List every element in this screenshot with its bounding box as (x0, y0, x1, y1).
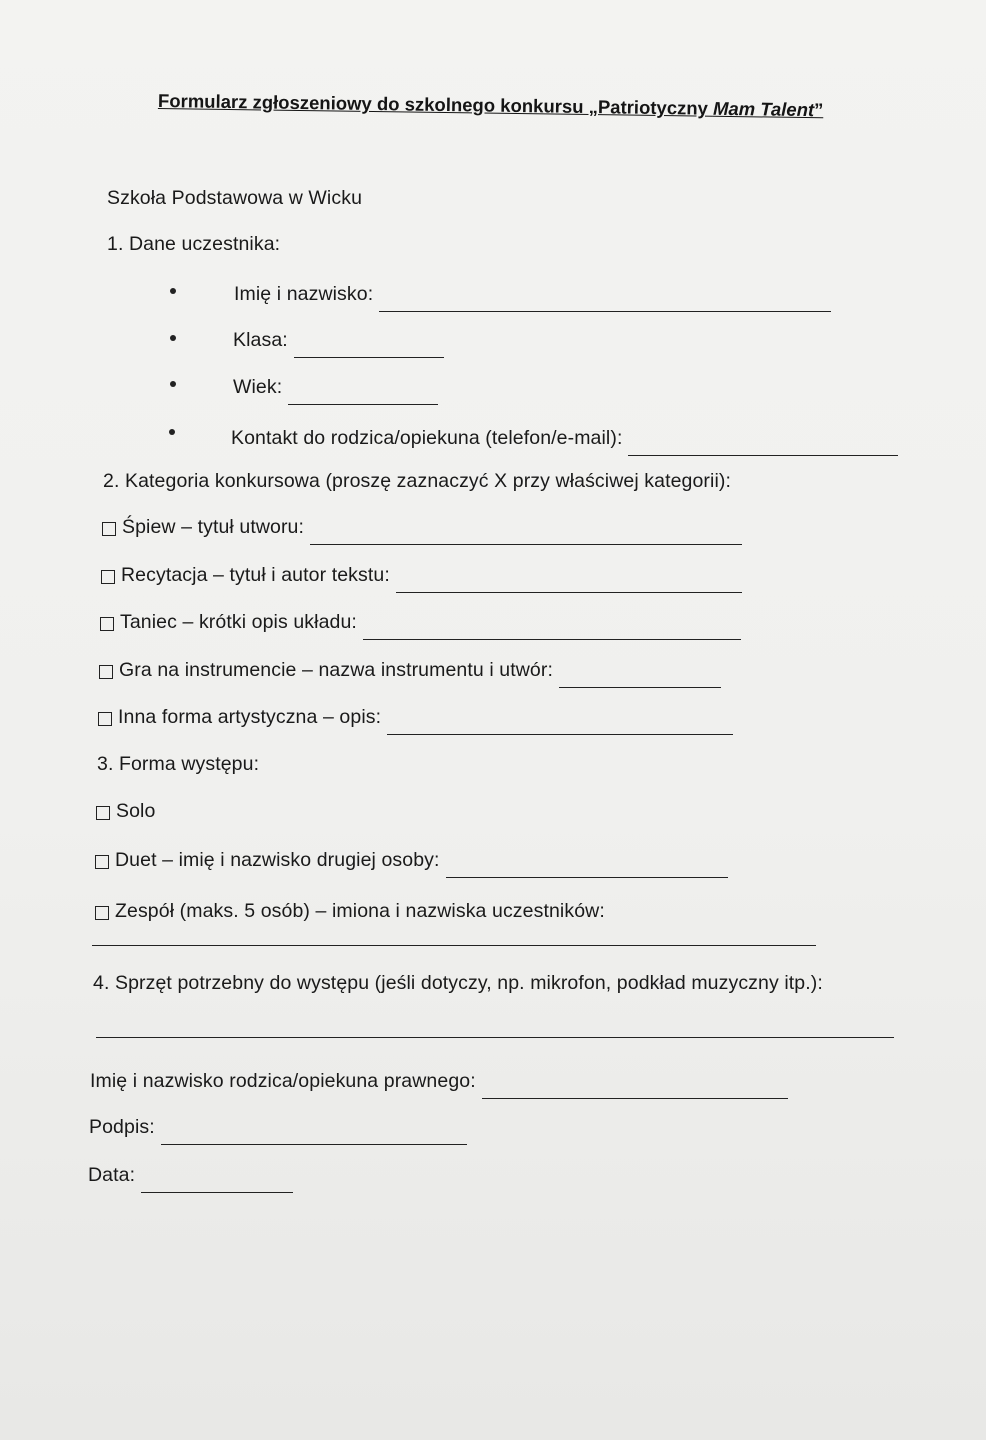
age-line[interactable] (288, 403, 438, 405)
category-recitation-label: Recytacja – tytuł i autor tekstu: (121, 564, 390, 586)
class-field[interactable] (233, 329, 444, 352)
date-line[interactable] (141, 1191, 293, 1193)
equipment-line[interactable] (96, 1036, 894, 1038)
age-field[interactable] (233, 376, 438, 399)
category-other-line[interactable] (387, 733, 733, 735)
category-dance-line[interactable] (363, 638, 741, 640)
category-dance[interactable] (100, 611, 741, 634)
section-4-heading-text: 4. Sprzęt potrzebny do występu (jeśli dotyczy, np. mikrofon, podkład muzyczny itp.): (93, 972, 823, 994)
section-1-heading-text: 1. Dane uczestnika: (107, 233, 281, 255)
category-other[interactable] (98, 706, 733, 729)
form-title (158, 90, 824, 121)
section-3-heading (97, 753, 259, 776)
checkbox-icon[interactable] (101, 570, 115, 584)
category-dance-label: Taniec – krótki opis układu: (120, 611, 357, 633)
section-3-heading-text: 3. Forma występu: (97, 753, 260, 775)
section-1-heading (107, 233, 280, 256)
guardian-name-line[interactable] (482, 1097, 788, 1099)
title-text: Formularz zgłoszeniowy do szkolnego konkursu „Patriotyczny (157, 90, 714, 119)
age-label: Wiek: (233, 376, 283, 398)
participant-name-field[interactable] (234, 283, 831, 306)
school-name-text: Szkoła Podstawowa w Wicku (107, 187, 363, 209)
date-field[interactable] (88, 1164, 293, 1187)
guardian-name-field[interactable] (90, 1070, 788, 1093)
checkbox-icon[interactable] (95, 855, 109, 869)
bullet-icon (170, 381, 176, 387)
participant-name-line[interactable] (379, 310, 831, 312)
band-members-line[interactable] (92, 944, 816, 946)
category-other-label: Inna forma artystyczna – opis: (118, 706, 382, 728)
section-2-heading (103, 470, 731, 493)
performance-band[interactable] (95, 900, 605, 923)
category-instrument-line[interactable] (559, 686, 721, 688)
contact-field[interactable] (231, 427, 898, 450)
performance-duet-line[interactable] (446, 876, 728, 878)
performance-solo-label: Solo (116, 800, 156, 822)
performance-duet[interactable] (95, 849, 728, 872)
title-end-text: ” (813, 99, 824, 121)
category-singing-label: Śpiew – tytuł utworu: (122, 516, 305, 538)
category-singing-line[interactable] (310, 543, 742, 545)
date-label: Data: (88, 1164, 136, 1186)
checkbox-icon[interactable] (99, 665, 113, 679)
contact-line[interactable] (628, 454, 898, 456)
participant-name-label: Imię i nazwisko: (234, 283, 374, 305)
signature-line[interactable] (161, 1143, 467, 1145)
checkbox-icon[interactable] (98, 712, 112, 726)
title-italic-text: Mam Talent (712, 97, 815, 121)
bullet-icon (169, 429, 175, 435)
guardian-name-label: Imię i nazwisko rodzica/opiekuna prawnego: (90, 1070, 476, 1092)
performance-duet-label: Duet – imię i nazwisko drugiej osoby: (115, 849, 440, 871)
contact-label: Kontakt do rodzica/opiekuna (telefon/e-mail): (231, 427, 623, 449)
checkbox-icon[interactable] (95, 906, 109, 920)
category-recitation[interactable] (101, 564, 742, 587)
section-2-heading-text: 2. Kategoria konkursowa (proszę zaznaczyć X przy właściwej kategorii): (103, 470, 732, 492)
checkbox-icon[interactable] (96, 806, 110, 820)
checkbox-icon[interactable] (102, 522, 116, 536)
category-singing[interactable] (102, 516, 742, 539)
category-instrument-label: Gra na instrumencie – nazwa instrumentu i utwór: (119, 659, 553, 681)
bullet-icon (170, 335, 176, 341)
performance-band-label: Zespół (maks. 5 osób) – imiona i nazwiska uczestników: (115, 900, 605, 922)
signature-field[interactable] (89, 1116, 467, 1139)
school-name (107, 187, 362, 210)
class-line[interactable] (294, 356, 444, 358)
class-label: Klasa: (233, 329, 288, 351)
section-4-heading (93, 972, 823, 995)
category-recitation-line[interactable] (396, 591, 742, 593)
category-instrument[interactable] (99, 659, 721, 682)
signature-label: Podpis: (89, 1116, 155, 1138)
performance-solo[interactable] (96, 800, 155, 823)
checkbox-icon[interactable] (100, 617, 114, 631)
bullet-icon (170, 288, 176, 294)
